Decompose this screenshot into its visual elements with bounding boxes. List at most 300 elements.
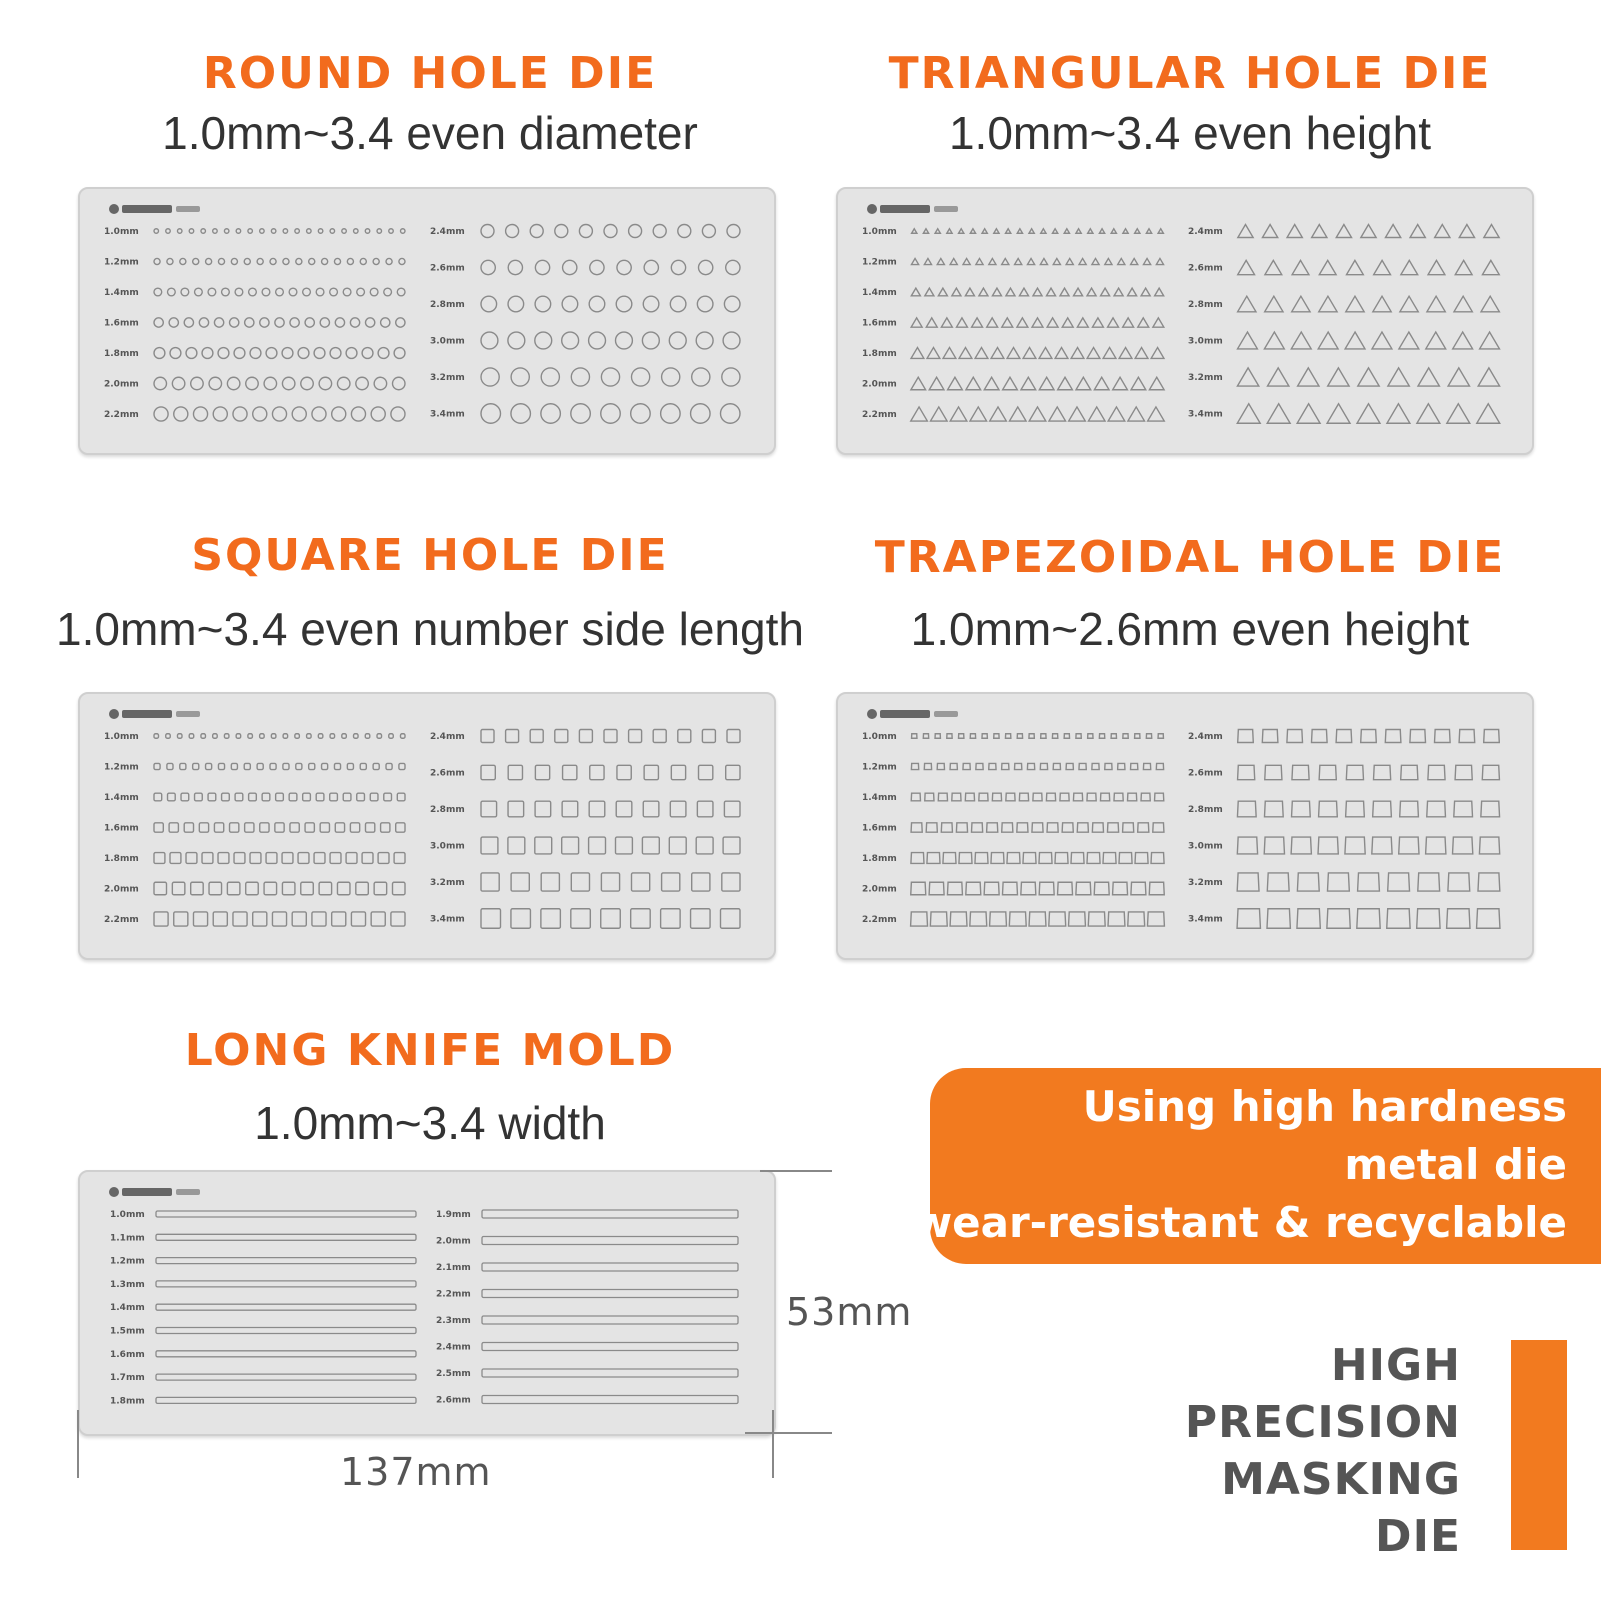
tri-hole bbox=[1058, 377, 1073, 390]
trapezoidal-die-subtitle: 1.0mm~2.6mm even height bbox=[910, 603, 1470, 655]
tri-hole bbox=[1060, 288, 1069, 296]
round-hole bbox=[253, 407, 267, 421]
square-hole bbox=[227, 882, 240, 895]
square-hole bbox=[360, 763, 366, 769]
trap-hole bbox=[1151, 853, 1164, 864]
trap-hole bbox=[1237, 873, 1259, 891]
tri-hole bbox=[1345, 332, 1365, 349]
square-hole bbox=[378, 853, 389, 864]
trap-hole bbox=[1346, 801, 1365, 817]
trap-hole bbox=[971, 823, 982, 832]
trap-hole bbox=[1135, 853, 1148, 864]
tri-hole bbox=[1009, 407, 1026, 421]
trap-hole bbox=[1039, 853, 1052, 864]
square-hole bbox=[535, 837, 552, 854]
round-hole bbox=[535, 296, 551, 312]
tri-hole bbox=[1114, 288, 1123, 296]
round-hole bbox=[282, 377, 295, 390]
tagline-line-3: MASKING bbox=[1221, 1454, 1461, 1505]
knife-mold-subtitle: 1.0mm~3.4 width bbox=[254, 1097, 606, 1149]
tri-hole bbox=[911, 258, 918, 264]
trap-hole bbox=[1088, 734, 1093, 739]
tri-hole bbox=[1049, 407, 1066, 421]
tri-hole bbox=[1101, 288, 1110, 296]
trap-hole bbox=[1292, 765, 1309, 779]
tagline-line-4: DIE bbox=[1375, 1511, 1461, 1562]
round-hole bbox=[174, 407, 188, 421]
trap-hole bbox=[1076, 882, 1091, 895]
square-die-title: SQUARE HOLE DIE bbox=[191, 530, 669, 581]
tri-hole bbox=[1071, 348, 1084, 359]
size-label: 1.0mm bbox=[110, 1210, 145, 1220]
size-label: 2.3mm bbox=[436, 1316, 471, 1326]
tri-hole bbox=[1128, 407, 1145, 421]
tri-hole bbox=[927, 348, 940, 359]
square-hole bbox=[530, 730, 543, 743]
round-hole bbox=[154, 229, 159, 234]
square-hole bbox=[362, 853, 373, 864]
round-hole bbox=[653, 225, 666, 238]
size-label: 2.4mm bbox=[430, 732, 465, 742]
round-hole bbox=[508, 332, 525, 349]
tri-hole bbox=[1113, 377, 1128, 390]
tri-hole bbox=[1238, 225, 1253, 238]
square-hole bbox=[337, 882, 350, 895]
square-hole bbox=[691, 909, 711, 929]
round-hole bbox=[481, 368, 499, 386]
square-hole bbox=[193, 912, 207, 926]
round-hole bbox=[270, 258, 276, 264]
trap-hole bbox=[1087, 793, 1096, 801]
square-hole bbox=[298, 853, 309, 864]
trap-hole bbox=[1017, 734, 1022, 739]
round-hole bbox=[320, 318, 329, 327]
tri-hole bbox=[1478, 368, 1499, 386]
trap-hole bbox=[1237, 801, 1256, 817]
round-hole-pattern bbox=[80, 189, 774, 453]
square-hole bbox=[318, 734, 323, 739]
square-hole bbox=[253, 912, 267, 926]
round-hole bbox=[195, 288, 203, 296]
tri-hole bbox=[1108, 318, 1119, 327]
square-hole bbox=[644, 765, 658, 779]
square-hole bbox=[601, 909, 621, 929]
round-hole bbox=[644, 260, 658, 274]
square-hole bbox=[642, 837, 659, 854]
square-hole bbox=[604, 730, 617, 743]
knife-slot bbox=[482, 1210, 738, 1218]
square-hole bbox=[535, 801, 551, 817]
round-hole bbox=[208, 288, 216, 296]
size-label: 2.0mm bbox=[862, 884, 897, 895]
tri-hole bbox=[1143, 258, 1150, 264]
size-label: 1.4mm bbox=[104, 288, 139, 298]
tri-hole bbox=[1066, 258, 1073, 264]
tri-hole bbox=[976, 258, 983, 264]
trap-hole bbox=[1345, 837, 1365, 854]
round-hole bbox=[316, 288, 324, 296]
square-hole bbox=[511, 873, 529, 891]
round-hole bbox=[177, 229, 182, 234]
tri-hole bbox=[1428, 260, 1445, 274]
trap-hole bbox=[1237, 837, 1257, 854]
square-hole bbox=[172, 882, 185, 895]
round-hole bbox=[260, 229, 265, 234]
trap-hole bbox=[1267, 909, 1290, 929]
knife-slot bbox=[482, 1369, 738, 1377]
square-hole bbox=[662, 873, 680, 891]
size-label: 1.4mm bbox=[110, 1303, 145, 1314]
round-hole bbox=[631, 404, 651, 424]
round-hole bbox=[166, 229, 171, 234]
trap-hole bbox=[1346, 765, 1363, 779]
tri-hole bbox=[941, 318, 952, 327]
round-hole bbox=[373, 258, 379, 264]
trap-hole bbox=[1484, 730, 1500, 743]
tri-hole bbox=[923, 229, 928, 234]
trap-hole bbox=[1410, 730, 1426, 743]
square-hole bbox=[330, 734, 335, 739]
size-label: 2.6mm bbox=[1188, 263, 1223, 274]
trap-hole bbox=[1372, 837, 1392, 854]
square-hole bbox=[697, 801, 713, 817]
tri-hole bbox=[1131, 377, 1146, 390]
trap-hole bbox=[1092, 763, 1099, 769]
square-hole bbox=[230, 823, 239, 832]
size-label: 1.3mm bbox=[110, 1279, 145, 1290]
size-label: 2.5mm bbox=[436, 1369, 471, 1379]
banner-line-3: wear-resistant & recyclable bbox=[913, 1198, 1567, 1247]
size-label: 2.6mm bbox=[436, 1395, 471, 1406]
trap-hole bbox=[987, 823, 998, 832]
round-hole bbox=[481, 296, 497, 312]
square-hole bbox=[571, 909, 591, 929]
tri-hole bbox=[1076, 229, 1081, 234]
trap-hole bbox=[926, 823, 937, 832]
square-hole bbox=[174, 912, 188, 926]
trap-hole bbox=[1138, 823, 1149, 832]
trap-hole bbox=[929, 882, 944, 895]
square-hole bbox=[727, 730, 740, 743]
square-hole bbox=[678, 730, 691, 743]
tri-hole bbox=[1319, 296, 1337, 312]
tri-hole bbox=[1088, 407, 1105, 421]
tri-hole bbox=[1265, 296, 1283, 312]
size-label: 2.0mm bbox=[862, 379, 897, 390]
square-hole bbox=[169, 823, 178, 832]
square-hole bbox=[617, 765, 631, 779]
square-die-subtitle: 1.0mm~3.4 even number side length bbox=[56, 603, 804, 655]
square-hole bbox=[154, 823, 163, 832]
square-hole bbox=[295, 734, 300, 739]
square-hole bbox=[191, 882, 204, 895]
tri-hole bbox=[1319, 260, 1336, 274]
round-hole bbox=[271, 229, 276, 234]
trap-hole bbox=[1023, 853, 1036, 864]
size-label: 1.8mm bbox=[104, 349, 139, 359]
tri-hole bbox=[1480, 332, 1500, 349]
tri-hole bbox=[1399, 332, 1419, 349]
square-hole bbox=[303, 793, 311, 801]
square-hole bbox=[481, 801, 497, 817]
trap-hole bbox=[1046, 793, 1055, 801]
round-hole bbox=[227, 377, 240, 390]
trap-hole bbox=[1147, 912, 1164, 926]
tri-hole bbox=[1149, 377, 1164, 390]
trap-hole bbox=[1131, 882, 1146, 895]
round-hole bbox=[180, 258, 186, 264]
trap-hole bbox=[1401, 765, 1418, 779]
size-label: 1.2mm bbox=[862, 257, 897, 268]
trap-hole bbox=[1002, 823, 1013, 832]
trap-hole bbox=[975, 853, 988, 864]
round-hole bbox=[562, 332, 579, 349]
round-hole bbox=[244, 258, 250, 264]
size-label: 1.0mm bbox=[104, 732, 139, 742]
tri-hole bbox=[1298, 368, 1319, 386]
tri-hole bbox=[952, 288, 961, 296]
square-hole bbox=[384, 793, 392, 801]
square-hole bbox=[213, 912, 227, 926]
tri-hole bbox=[1292, 296, 1310, 312]
round-hole bbox=[508, 296, 524, 312]
square-hole bbox=[181, 793, 189, 801]
size-label: 3.4mm bbox=[1188, 914, 1223, 925]
size-label: 2.8mm bbox=[430, 300, 465, 310]
size-label: 3.0mm bbox=[1188, 336, 1223, 347]
trap-hole bbox=[990, 912, 1007, 926]
round-hole bbox=[309, 258, 315, 264]
square-hole bbox=[365, 734, 370, 739]
square-hole bbox=[401, 734, 406, 739]
round-hole bbox=[275, 318, 284, 327]
square-hole bbox=[271, 734, 276, 739]
tri-hole bbox=[1007, 348, 1020, 359]
trap-hole bbox=[1481, 801, 1500, 817]
round-hole bbox=[235, 288, 243, 296]
square-hole bbox=[671, 765, 685, 779]
round-hole bbox=[292, 407, 306, 421]
trap-hole bbox=[959, 853, 972, 864]
square-hole bbox=[189, 734, 194, 739]
tri-hole bbox=[938, 288, 947, 296]
trap-hole bbox=[1357, 909, 1380, 929]
tri-hole bbox=[1077, 318, 1088, 327]
square-hole bbox=[319, 882, 332, 895]
round-hole bbox=[266, 348, 277, 359]
tri-hole bbox=[991, 348, 1004, 359]
square-hole bbox=[354, 734, 359, 739]
square-hole bbox=[481, 873, 499, 891]
triangular-die-subtitle: 1.0mm~3.4 even height bbox=[948, 107, 1432, 159]
trap-hole bbox=[1019, 793, 1028, 801]
round-hole bbox=[154, 377, 167, 390]
square-hole bbox=[541, 909, 561, 929]
tri-hole bbox=[959, 348, 972, 359]
knife-slot bbox=[156, 1258, 416, 1264]
square-hole bbox=[589, 837, 606, 854]
trap-hole bbox=[1021, 882, 1036, 895]
tri-hole bbox=[1427, 296, 1445, 312]
trap-hole bbox=[1156, 763, 1163, 769]
square-hole bbox=[218, 763, 224, 769]
square-hole bbox=[508, 837, 525, 854]
square-hole bbox=[330, 793, 338, 801]
size-label: 3.0mm bbox=[1188, 841, 1223, 852]
tri-hole bbox=[982, 229, 987, 234]
tri-hole bbox=[1053, 258, 1060, 264]
trap-hole bbox=[911, 853, 924, 864]
round-hole bbox=[696, 332, 713, 349]
square-hole bbox=[562, 801, 578, 817]
square-hole-pattern bbox=[80, 694, 774, 958]
tri-hole bbox=[1019, 288, 1028, 296]
round-hole bbox=[691, 404, 711, 424]
tri-hole bbox=[911, 318, 922, 327]
round-hole bbox=[604, 225, 617, 238]
trap-hole bbox=[1118, 763, 1125, 769]
round-hole bbox=[249, 288, 257, 296]
tri-hole bbox=[1027, 258, 1034, 264]
round-hole bbox=[702, 225, 715, 238]
round-hole bbox=[172, 377, 185, 390]
round-hole bbox=[199, 318, 208, 327]
tri-hole bbox=[1477, 404, 1500, 424]
round-hole bbox=[189, 229, 194, 234]
square-hole bbox=[508, 801, 524, 817]
size-label: 2.2mm bbox=[104, 410, 139, 420]
square-hole bbox=[631, 909, 651, 929]
round-hole bbox=[248, 229, 253, 234]
tri-hole bbox=[1448, 368, 1469, 386]
round-hole bbox=[301, 377, 314, 390]
square-hole bbox=[481, 765, 495, 779]
trap-hole bbox=[966, 882, 981, 895]
round-hole bbox=[699, 260, 713, 274]
square-hole bbox=[180, 763, 186, 769]
size-label: 3.2mm bbox=[1188, 373, 1223, 383]
round-hole bbox=[314, 348, 325, 359]
trap-hole bbox=[947, 734, 952, 739]
tri-hole bbox=[989, 258, 996, 264]
round-hole bbox=[272, 407, 286, 421]
size-label: 3.4mm bbox=[430, 409, 465, 420]
square-hole bbox=[270, 763, 276, 769]
round-hole bbox=[616, 296, 632, 312]
tri-hole bbox=[1079, 258, 1086, 264]
size-label: 1.8mm bbox=[110, 1396, 145, 1407]
trap-hole bbox=[991, 853, 1004, 864]
square-hole bbox=[399, 763, 405, 769]
round-hole bbox=[541, 404, 561, 424]
round-hole bbox=[481, 260, 495, 274]
trap-hole bbox=[1292, 801, 1311, 817]
round-hole bbox=[213, 229, 218, 234]
trap-hole bbox=[976, 763, 983, 769]
trap-hole bbox=[1007, 853, 1020, 864]
tri-hole bbox=[1138, 318, 1149, 327]
knife-slot bbox=[482, 1396, 738, 1404]
size-label: 3.2mm bbox=[430, 878, 465, 888]
trap-hole bbox=[1428, 765, 1445, 779]
square-hole bbox=[154, 734, 159, 739]
tri-hole bbox=[1087, 348, 1100, 359]
tri-hole bbox=[1346, 296, 1364, 312]
tri-hole bbox=[1267, 368, 1288, 386]
round-hole bbox=[230, 318, 239, 327]
knife-slot bbox=[156, 1234, 416, 1240]
round-hole bbox=[213, 407, 227, 421]
square-hole bbox=[356, 882, 369, 895]
round-hole bbox=[616, 332, 633, 349]
trap-hole bbox=[924, 763, 931, 769]
trap-hole bbox=[1069, 912, 1086, 926]
square-hole bbox=[154, 882, 167, 895]
trap-hole bbox=[1143, 763, 1150, 769]
tri-hole bbox=[1119, 348, 1132, 359]
brand-logo-icon bbox=[109, 204, 200, 214]
tri-hole bbox=[972, 318, 983, 327]
size-label: 1.4mm bbox=[104, 793, 139, 803]
square-hole bbox=[661, 909, 681, 929]
tri-hole bbox=[1092, 318, 1103, 327]
round-hole bbox=[378, 348, 389, 359]
trap-hole bbox=[923, 734, 928, 739]
round-hole bbox=[362, 348, 373, 359]
trap-hole bbox=[1427, 801, 1446, 817]
tri-hole bbox=[1238, 260, 1255, 274]
trap-hole bbox=[1287, 730, 1303, 743]
size-label: 2.0mm bbox=[104, 884, 139, 895]
round-hole bbox=[282, 348, 293, 359]
tri-hole bbox=[1105, 258, 1112, 264]
round-hole bbox=[334, 258, 340, 264]
round-hole bbox=[186, 348, 197, 359]
square-hole bbox=[275, 823, 284, 832]
round-hole bbox=[396, 318, 405, 327]
trap-hole bbox=[1105, 763, 1112, 769]
trap-hole bbox=[1071, 853, 1084, 864]
tagline-line-1: HIGH bbox=[1330, 1340, 1461, 1391]
size-label: 1.6mm bbox=[862, 823, 897, 834]
trap-hole bbox=[947, 882, 962, 895]
square-hole bbox=[257, 763, 263, 769]
round-hole bbox=[357, 288, 365, 296]
tri-hole bbox=[950, 407, 967, 421]
round-hole bbox=[508, 260, 522, 274]
tri-hole bbox=[912, 229, 917, 234]
tri-hole bbox=[1087, 288, 1096, 296]
square-hole bbox=[214, 823, 223, 832]
square-hole bbox=[170, 853, 181, 864]
trap-hole bbox=[1400, 801, 1419, 817]
trap-hole bbox=[959, 734, 964, 739]
tri-hole bbox=[979, 288, 988, 296]
square-hole bbox=[481, 730, 494, 743]
trapezoidal-die-plate bbox=[836, 692, 1534, 960]
round-hole bbox=[167, 258, 173, 264]
square-hole bbox=[696, 837, 713, 854]
round-hole bbox=[354, 229, 359, 234]
square-hole bbox=[154, 763, 160, 769]
round-hole bbox=[154, 288, 162, 296]
round-hole bbox=[661, 404, 681, 424]
tri-hole bbox=[970, 407, 987, 421]
size-label: 2.8mm bbox=[1188, 300, 1223, 310]
tri-hole bbox=[1327, 404, 1350, 424]
trap-hole bbox=[1141, 793, 1150, 801]
banner-line-1: Using high hardness bbox=[1082, 1082, 1567, 1131]
